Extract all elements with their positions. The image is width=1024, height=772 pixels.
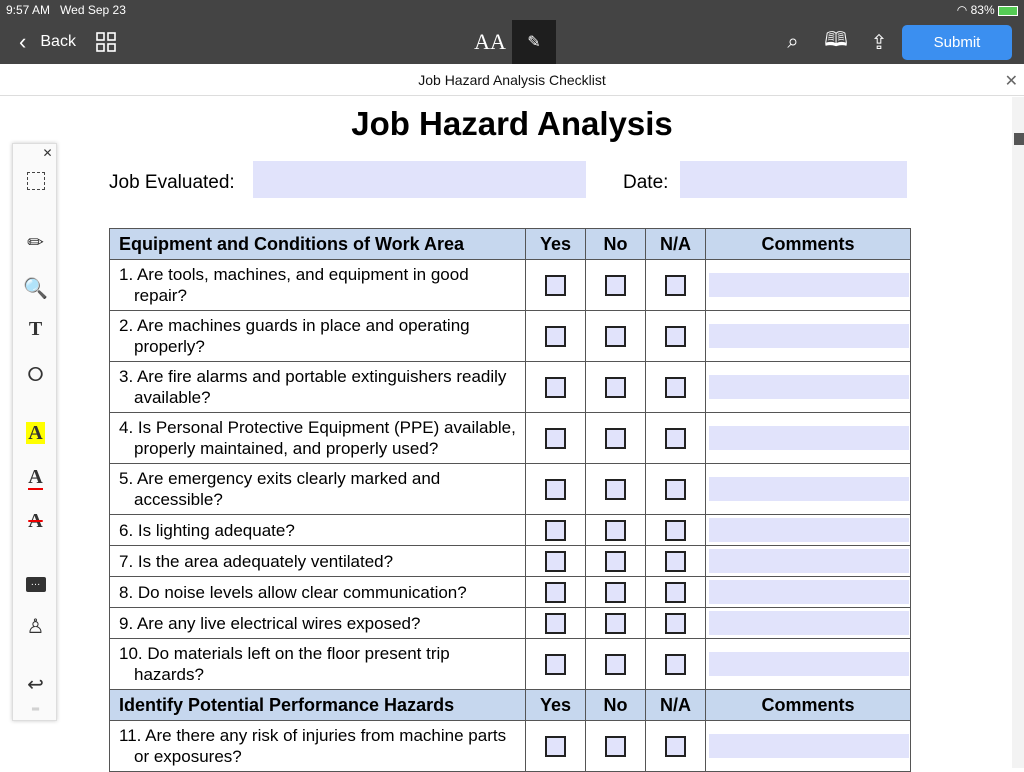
- comments-field[interactable]: [709, 652, 909, 676]
- no-header: No: [586, 229, 646, 260]
- yes-checkbox[interactable]: [545, 654, 566, 675]
- table-row: [110, 362, 911, 413]
- comments-field[interactable]: [709, 477, 909, 501]
- no-checkbox[interactable]: [605, 377, 626, 398]
- no-header: No: [586, 690, 646, 721]
- date: Wed Sep 23: [60, 3, 126, 17]
- pencil-icon[interactable]: ✏: [27, 232, 44, 254]
- job-evaluated-label: Job Evaluated:: [109, 172, 235, 193]
- na-checkbox[interactable]: [665, 479, 686, 500]
- section-title: Equipment and Conditions of Work Area: [110, 229, 526, 260]
- grid-icon[interactable]: [93, 20, 119, 64]
- table-row: [110, 546, 911, 577]
- highlight-icon[interactable]: A: [28, 422, 43, 444]
- eraser-magnifier-icon[interactable]: 🔍: [23, 278, 48, 300]
- na-checkbox[interactable]: [665, 520, 686, 541]
- comments-field[interactable]: [709, 611, 909, 635]
- no-checkbox[interactable]: [605, 275, 626, 296]
- close-icon[interactable]: ✕: [1004, 73, 1018, 90]
- no-checkbox[interactable]: [605, 736, 626, 757]
- table-row: [110, 577, 911, 608]
- submit-button[interactable]: Submit: [902, 25, 1012, 60]
- no-checkbox[interactable]: [605, 613, 626, 634]
- chevron-left-icon: ‹: [19, 29, 27, 54]
- checklist-table: [109, 228, 911, 772]
- section-title: Identify Potential Performance Hazards: [110, 690, 526, 721]
- strikethrough-icon[interactable]: A: [28, 510, 43, 532]
- table-row: [110, 608, 911, 639]
- na-checkbox[interactable]: [665, 275, 686, 296]
- na-checkbox[interactable]: [665, 326, 686, 347]
- na-checkbox[interactable]: [665, 736, 686, 757]
- comments-header: Comments: [706, 690, 911, 721]
- yes-checkbox[interactable]: [545, 551, 566, 572]
- job-evaluated-field[interactable]: [253, 161, 586, 198]
- question: 4. Is Personal Protective Equipment (PPE) available, properly maintained, and properly used?: [110, 413, 526, 464]
- annotate-pen-button[interactable]: [512, 20, 556, 64]
- no-checkbox[interactable]: [605, 479, 626, 500]
- question: 6. Is lighting adequate?: [110, 515, 526, 546]
- yes-header: Yes: [526, 229, 586, 260]
- no-checkbox[interactable]: [605, 520, 626, 541]
- scrollbar[interactable]: [1012, 97, 1024, 768]
- search-icon[interactable]: ⌕: [787, 30, 799, 53]
- status-bar: [0, 0, 1024, 20]
- na-header: N/A: [646, 690, 706, 721]
- yes-checkbox[interactable]: [545, 377, 566, 398]
- section-header: [110, 229, 911, 260]
- book-icon[interactable]: 🕮: [824, 29, 848, 51]
- yes-checkbox[interactable]: [545, 582, 566, 603]
- na-checkbox[interactable]: [665, 551, 686, 572]
- no-checkbox[interactable]: [605, 654, 626, 675]
- back-label: Back: [40, 33, 76, 50]
- question: 8. Do noise levels allow clear communication?: [110, 577, 526, 608]
- no-checkbox[interactable]: [605, 551, 626, 572]
- pen-icon: ✎: [527, 34, 541, 51]
- yes-checkbox[interactable]: [545, 613, 566, 634]
- na-checkbox[interactable]: [665, 654, 686, 675]
- question: 1. Are tools, machines, and equipment in good repair?: [110, 260, 526, 311]
- comments-field[interactable]: [709, 549, 909, 573]
- battery-percent: 83%: [970, 3, 995, 17]
- comments-field[interactable]: [709, 734, 909, 758]
- table-row: [110, 260, 911, 311]
- yes-header: Yes: [526, 690, 586, 721]
- table-row: [110, 515, 911, 546]
- comments-header: Comments: [706, 229, 911, 260]
- battery-icon: [998, 6, 1018, 16]
- page-title: Job Hazard Analysis: [351, 105, 673, 142]
- no-checkbox[interactable]: [605, 582, 626, 603]
- yes-checkbox[interactable]: [545, 736, 566, 757]
- undo-icon[interactable]: ↩: [27, 674, 44, 696]
- question: 10. Do materials left on the floor present trip hazards?: [110, 639, 526, 690]
- share-icon[interactable]: ⇪: [870, 31, 888, 54]
- table-row: [110, 721, 911, 772]
- na-checkbox[interactable]: [665, 582, 686, 603]
- underline-icon[interactable]: A: [28, 466, 43, 488]
- table-row: [110, 464, 911, 515]
- question: 2. Are machines guards in place and operating properly?: [110, 311, 526, 362]
- text-size-button[interactable]: AA: [474, 29, 506, 54]
- document-tab: [0, 64, 1024, 96]
- select-area-icon[interactable]: [13, 172, 58, 196]
- comments-field[interactable]: [709, 426, 909, 450]
- yes-checkbox[interactable]: [545, 326, 566, 347]
- drag-handle[interactable]: ═: [31, 704, 40, 715]
- comments-field[interactable]: [709, 518, 909, 542]
- no-checkbox[interactable]: [605, 428, 626, 449]
- table-row: [110, 413, 911, 464]
- question: 7. Is the area adequately ventilated?: [110, 546, 526, 577]
- comments-field[interactable]: [709, 375, 909, 399]
- yes-checkbox[interactable]: [545, 479, 566, 500]
- table-row: [110, 639, 911, 690]
- question: 11. Are there any risk of injuries from machine parts or exposures?: [110, 721, 526, 772]
- date-label: Date:: [623, 172, 669, 193]
- na-checkbox[interactable]: [665, 377, 686, 398]
- back-button[interactable]: [10, 20, 85, 64]
- no-checkbox[interactable]: [605, 326, 626, 347]
- na-checkbox[interactable]: [665, 613, 686, 634]
- section-header: [110, 690, 911, 721]
- shapes-icon[interactable]: ⭘: [27, 364, 44, 386]
- comments-field[interactable]: [709, 273, 909, 297]
- stamp-icon[interactable]: ♙: [26, 616, 45, 638]
- question: 9. Are any live electrical wires exposed?: [110, 608, 526, 639]
- close-icon[interactable]: ✕: [42, 146, 53, 160]
- comments-field[interactable]: [709, 324, 909, 348]
- question: 5. Are emergency exits clearly marked and accessible?: [110, 464, 526, 515]
- text-tool-icon[interactable]: T: [28, 318, 43, 340]
- comments-field[interactable]: [709, 580, 909, 604]
- na-header: N/A: [646, 229, 706, 260]
- yes-checkbox[interactable]: [545, 520, 566, 541]
- table-row: [110, 311, 911, 362]
- time: 9:57 AM: [6, 3, 51, 17]
- yes-checkbox[interactable]: [545, 275, 566, 296]
- wifi-icon: ◠: [956, 3, 968, 17]
- yes-checkbox[interactable]: [545, 428, 566, 449]
- date-field[interactable]: [680, 161, 907, 198]
- toolbar: [0, 20, 1024, 64]
- document-tab-title: Job Hazard Analysis Checklist: [418, 71, 606, 88]
- annotation-palette: [12, 143, 57, 721]
- comment-icon[interactable]: …: [13, 568, 58, 592]
- na-checkbox[interactable]: [665, 428, 686, 449]
- question: 3. Are fire alarms and portable extinguishers readily available?: [110, 362, 526, 413]
